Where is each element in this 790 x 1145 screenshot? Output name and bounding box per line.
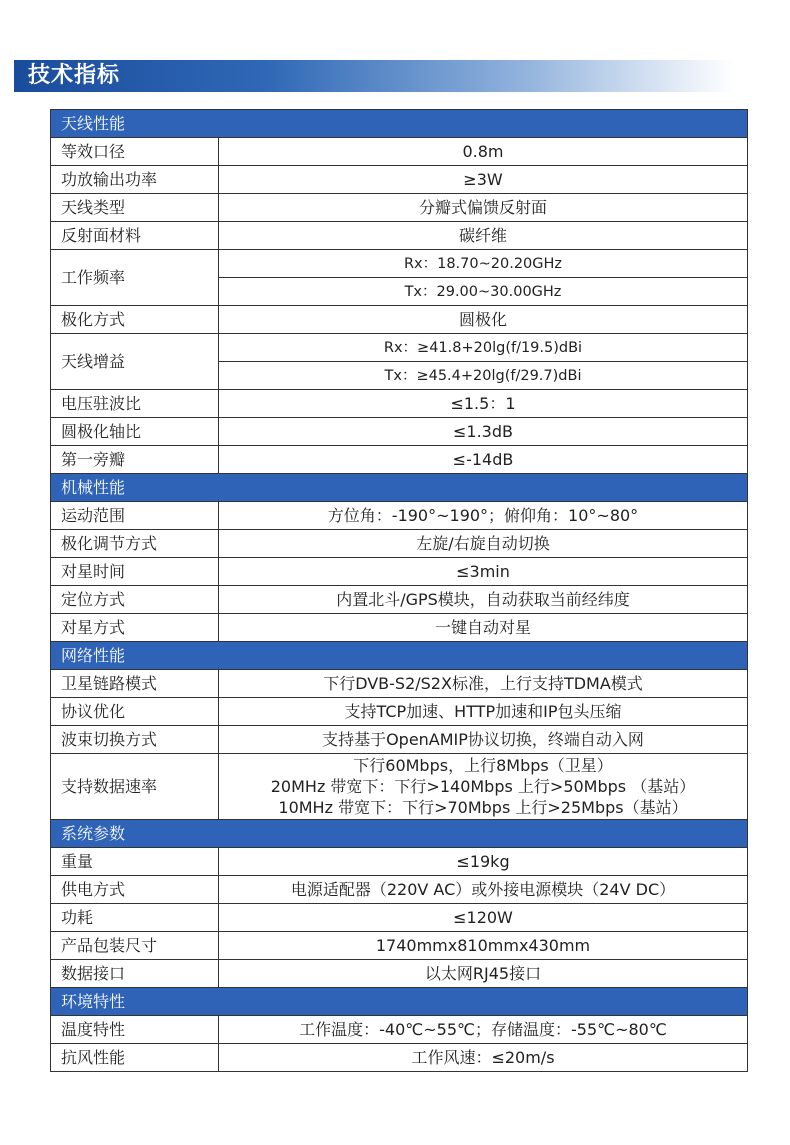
spec-label: 协议优化: [51, 698, 219, 726]
spec-value: 方位角：-190°~190°；俯仰角：10°~80°: [219, 502, 748, 530]
table-row: [51, 614, 748, 642]
spec-value: 圆极化: [219, 306, 748, 334]
spec-value: 0.8m: [219, 138, 748, 166]
spec-value: ≥3W: [219, 166, 748, 194]
spec-value: [219, 754, 748, 820]
table-row: [51, 932, 748, 960]
section-header: 机械性能: [51, 474, 748, 502]
spec-value: ≤19kg: [219, 848, 748, 876]
spec-label: 抗风性能: [51, 1044, 219, 1072]
spec-label: 供电方式: [51, 876, 219, 904]
spec-label: 运动范围: [51, 502, 219, 530]
table-row: [51, 306, 748, 334]
table-row: [51, 446, 748, 474]
table-row: [51, 138, 748, 166]
spec-value: 分瓣式偏馈反射面: [219, 194, 748, 222]
spec-value-line: 10MHz 带宽下：下行>70Mbps 上行>25Mbps（基站）: [278, 798, 688, 817]
table-row: [51, 1016, 748, 1044]
spec-label: 波束切换方式: [51, 726, 219, 754]
spec-label: 工作频率: [51, 250, 219, 306]
spec-value: Tx：≥45.4+20lg(f/29.7)dBi: [219, 362, 748, 390]
spec-value: 电源适配器（220V AC）或外接电源模块（24V DC）: [219, 876, 748, 904]
spec-value: 下行DVB-S2/S2X标准，上行支持TDMA模式: [219, 670, 748, 698]
table-row: [51, 726, 748, 754]
spec-value: ≤1.3dB: [219, 418, 748, 446]
spec-value: 一键自动对星: [219, 614, 748, 642]
spec-value: ≤1.5：1: [219, 390, 748, 418]
section-header: 网络性能: [51, 642, 748, 670]
spec-label: 对星时间: [51, 558, 219, 586]
spec-label: 数据接口: [51, 960, 219, 988]
spec-value: 左旋/右旋自动切换: [219, 530, 748, 558]
spec-value: 工作温度：-40℃~55℃；存储温度：-55℃~80℃: [219, 1016, 748, 1044]
spec-value: 以太网RJ45接口: [219, 960, 748, 988]
spec-label: 功耗: [51, 904, 219, 932]
spec-label: 卫星链路模式: [51, 670, 219, 698]
spec-label: 等效口径: [51, 138, 219, 166]
spec-label: 支持数据速率: [51, 754, 219, 820]
spec-label: 电压驻波比: [51, 390, 219, 418]
table-row: [51, 418, 748, 446]
table-row: [51, 586, 748, 614]
spec-label: 对星方式: [51, 614, 219, 642]
spec-label: 功放输出功率: [51, 166, 219, 194]
spec-value: Rx：≥41.8+20lg(f/19.5)dBi: [219, 334, 748, 362]
spec-value: 内置北斗/GPS模块，自动获取当前经纬度: [219, 586, 748, 614]
spec-table: [50, 109, 748, 1072]
spec-value: ≤-14dB: [219, 446, 748, 474]
spec-value: Tx：29.00~30.00GHz: [219, 278, 748, 306]
table-row: [51, 194, 748, 222]
spec-label: 极化调节方式: [51, 530, 219, 558]
spec-value-line: 20MHz 带宽下：下行>140Mbps 上行>50Mbps （基站）: [270, 777, 696, 796]
spec-label: 圆极化轴比: [51, 418, 219, 446]
table-row: [51, 250, 748, 278]
spec-value: ≤120W: [219, 904, 748, 932]
table-row: [51, 1044, 748, 1072]
table-row: [51, 558, 748, 586]
section-header-row: [51, 820, 748, 848]
spec-label: 第一旁瓣: [51, 446, 219, 474]
table-row: [51, 530, 748, 558]
section-header: 系统参数: [51, 820, 748, 848]
spec-label: 定位方式: [51, 586, 219, 614]
spec-value-line: 下行60Mbps，上行8Mbps（卫星）: [353, 756, 613, 775]
table-row: [51, 166, 748, 194]
spec-label: 极化方式: [51, 306, 219, 334]
table-row: [51, 698, 748, 726]
table-row: [51, 754, 748, 820]
table-row: [51, 904, 748, 932]
spec-value: 工作风速：≤20m/s: [219, 1044, 748, 1072]
spec-value: 支持基于OpenAMIP协议切换，终端自动入网: [219, 726, 748, 754]
table-row: [51, 670, 748, 698]
spec-label: 产品包装尺寸: [51, 932, 219, 960]
page-title: 技术指标: [28, 63, 121, 88]
table-row: [51, 334, 748, 362]
spec-value: 支持TCP加速、HTTP加速和IP包头压缩: [219, 698, 748, 726]
table-row: [51, 390, 748, 418]
spec-value: 碳纤维: [219, 222, 748, 250]
table-row: [51, 876, 748, 904]
section-header-row: [51, 988, 748, 1016]
spec-label: 重量: [51, 848, 219, 876]
table-row: [51, 960, 748, 988]
spec-label: 天线类型: [51, 194, 219, 222]
title-banner: [14, 60, 734, 92]
section-header: 环境特性: [51, 988, 748, 1016]
table-row: [51, 222, 748, 250]
spec-label: 天线增益: [51, 334, 219, 390]
section-header: 天线性能: [51, 110, 748, 138]
table-row: [51, 848, 748, 876]
section-header-row: [51, 474, 748, 502]
spec-label: 反射面材料: [51, 222, 219, 250]
spec-value: ≤3min: [219, 558, 748, 586]
spec-label: 温度特性: [51, 1016, 219, 1044]
spec-value: 1740mmx810mmx430mm: [219, 932, 748, 960]
table-row: [51, 502, 748, 530]
spec-value: Rx：18.70~20.20GHz: [219, 250, 748, 278]
section-header-row: [51, 110, 748, 138]
section-header-row: [51, 642, 748, 670]
